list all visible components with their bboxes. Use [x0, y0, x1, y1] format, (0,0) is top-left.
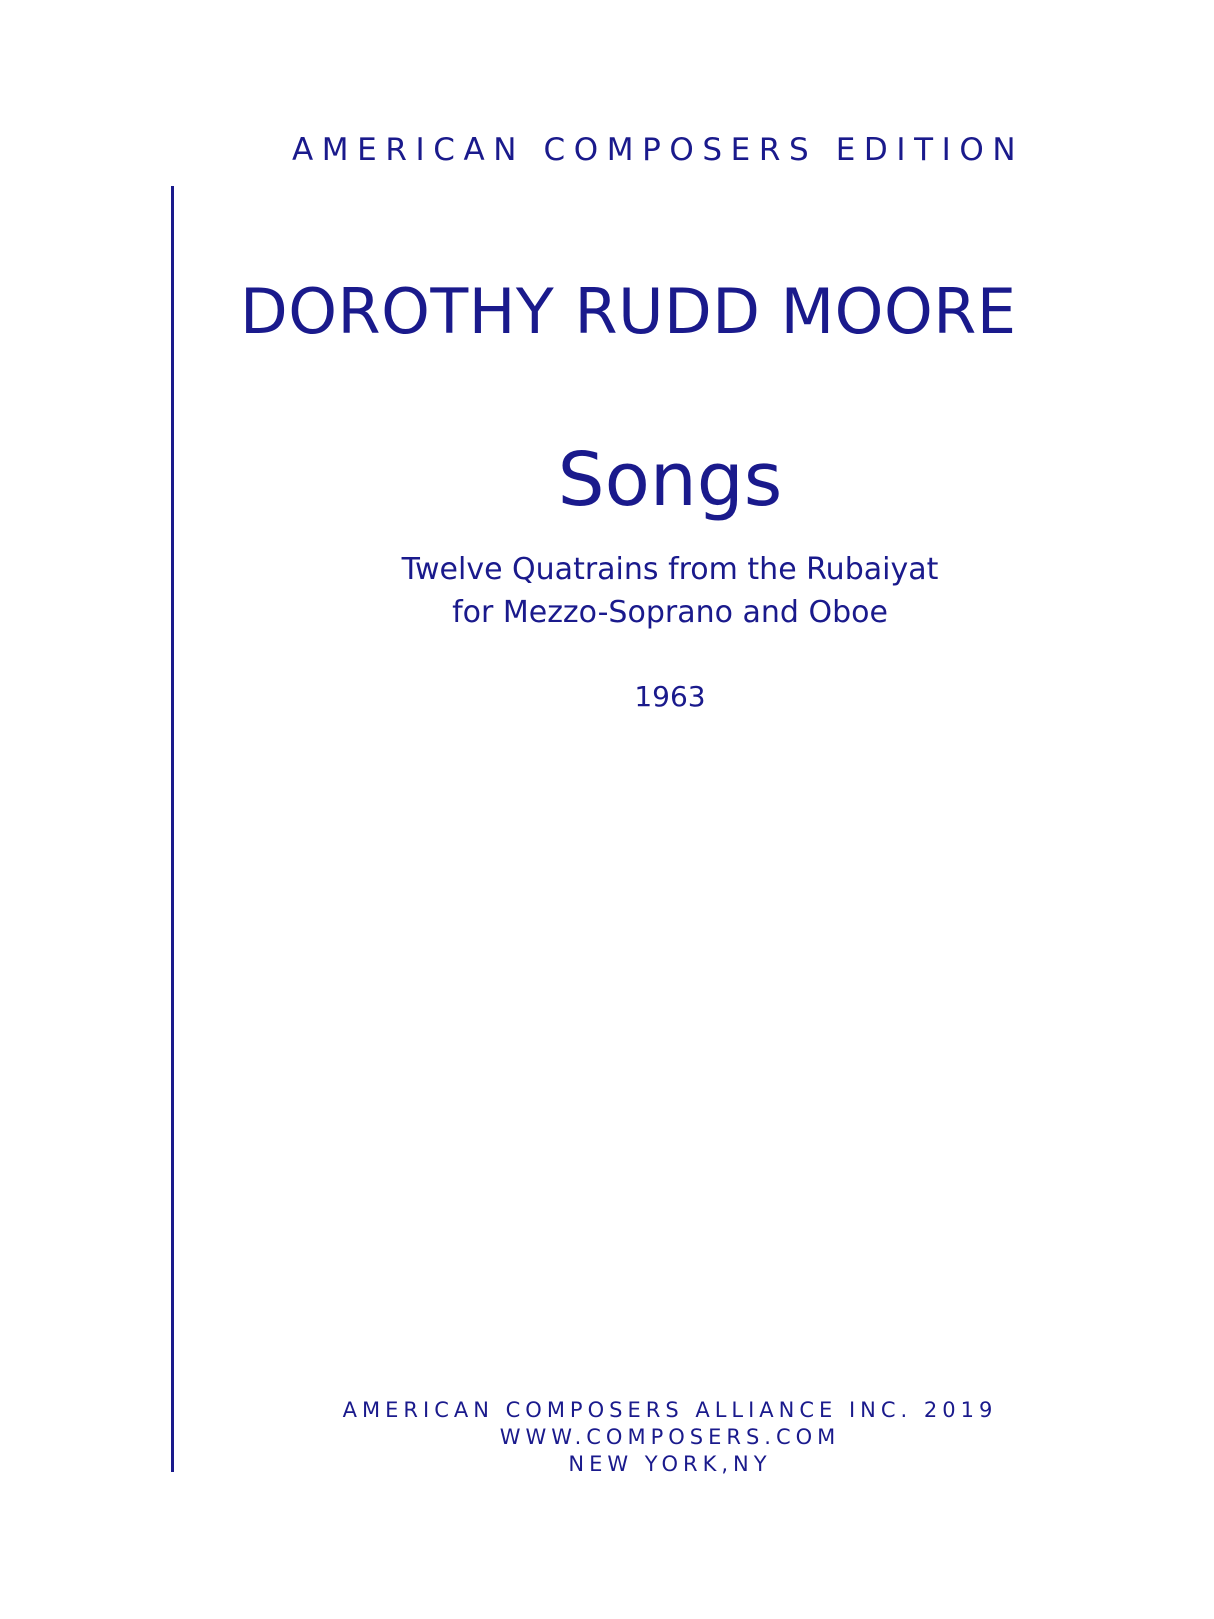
work-title: Songs — [557, 437, 783, 523]
series-name: AMERICAN COMPOSERS EDITION — [292, 132, 1025, 168]
publisher-footer — [300, 1397, 1040, 1478]
publisher-website: WWW.COMPOSERS.COM — [499, 1425, 841, 1449]
composer-name: DOROTHY RUDD MOORE — [240, 275, 1017, 348]
vertical-rule — [171, 186, 174, 1472]
composition-year: 1963 — [634, 680, 706, 713]
subtitle-line-2: for Mezzo-Soprano and Oboe — [452, 595, 888, 630]
publisher-name: AMERICAN COMPOSERS ALLIANCE INC. 2019 — [342, 1398, 998, 1422]
publisher-location: NEW YORK,NY — [568, 1452, 772, 1476]
subtitle-line-1: Twelve Quatrains from the Rubaiyat — [401, 552, 939, 587]
work-subtitle — [300, 548, 1040, 634]
